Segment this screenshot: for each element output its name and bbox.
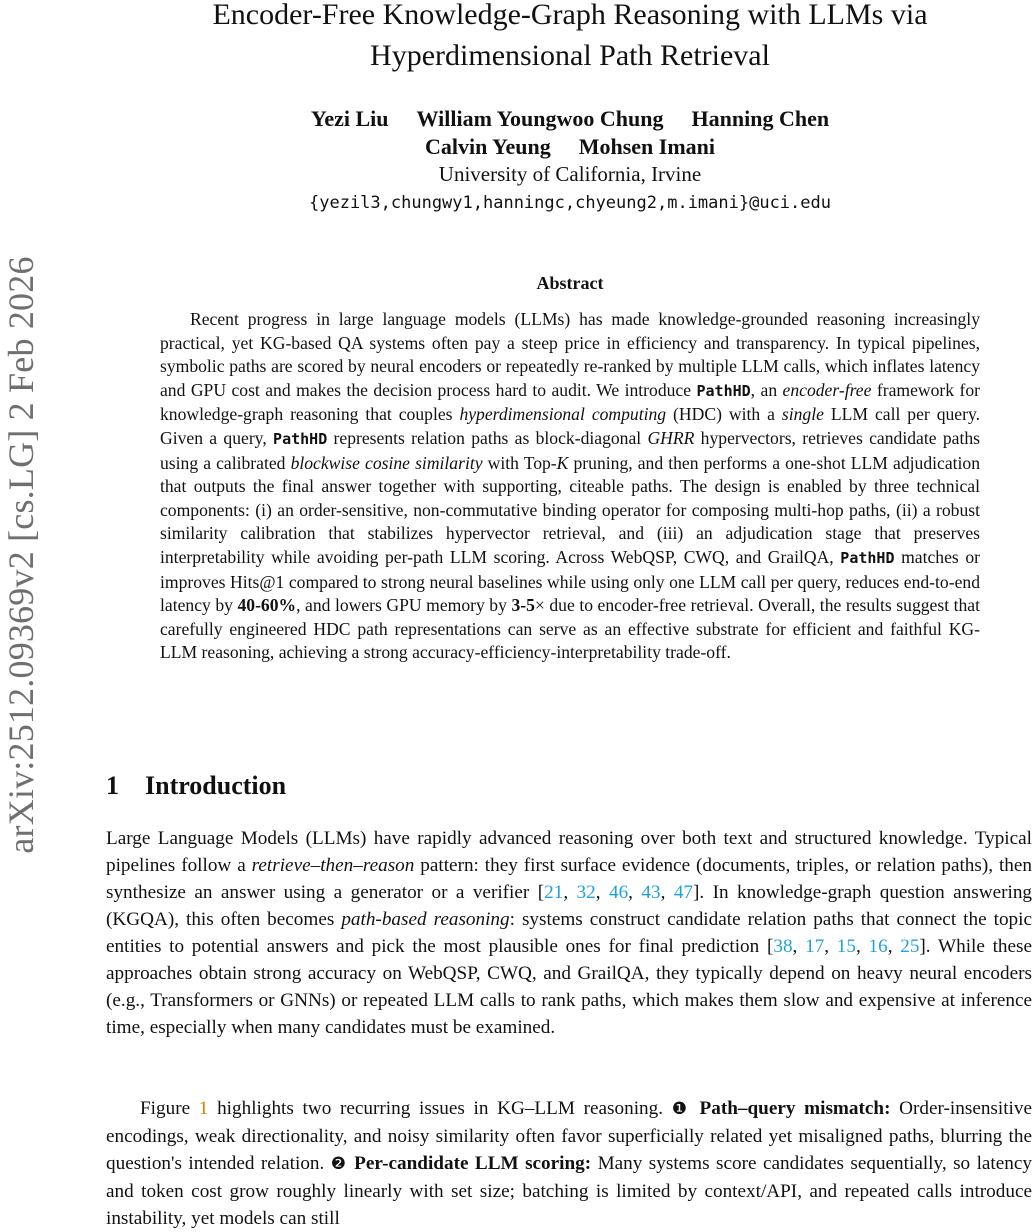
citation-link[interactable]: 25	[900, 936, 920, 957]
issue-2-marker-icon: ❷	[330, 1154, 348, 1174]
issue-2-label: Per-candidate LLM scoring:	[354, 1153, 592, 1174]
section-title: Introduction	[145, 771, 287, 800]
author-name: Mohsen Imani	[578, 134, 715, 159]
citation-link[interactable]: 21	[544, 882, 564, 903]
citation-link[interactable]: 46	[608, 882, 629, 903]
paper-title	[110, 0, 1030, 76]
author-row-1	[110, 105, 1030, 133]
author-name: Calvin Yeung	[424, 134, 551, 159]
memory-figure: 3-5	[511, 595, 535, 616]
abstract-heading: Abstract	[536, 273, 604, 293]
arxiv-identifier: arXiv:2512.09369v2 [cs.LG] 2 Feb 2026	[1, 256, 41, 854]
issue-1-label: Path–query mismatch:	[699, 1098, 891, 1119]
title-line-1: Encoder-Free Knowledge-Graph Reasoning with LLMs via	[212, 0, 928, 31]
pathhd-term: PathHD	[273, 429, 328, 448]
citation-link[interactable]: 15	[836, 936, 856, 957]
figure-reference-link[interactable]: 1	[198, 1098, 209, 1119]
author-name: William Youngwoo Chung	[416, 106, 664, 131]
author-name: Yezi Liu	[310, 106, 389, 131]
citation-link[interactable]: 32	[576, 882, 596, 903]
title-line-2: Hyperdimensional Path Retrieval	[370, 39, 770, 72]
abstract-body: Recent progress in large language models (LLMs) has made knowledge-grounded reasoning increasingly practical, yet KG-based QA systems often pay a steep price in efficiency and transparency. In typical pipelines, symbolic paths are scored by neural encoders or repeatedly re-ranked by multiple LLM calls, which inflates latency and GPU cost and makes the decision process hard to audit. We introduce PathHD, an encoder-free framework for knowledge-graph reasoning that couples hyperdimensional computing (HDC) with a single LLM call per query. Given a query, PathHD represents relation paths as block-diagonal GHRR hypervectors, retrieves candidate paths using a calibrated blockwise cosine similarity with Top-K pruning, and then performs a one-shot LLM adjudication that outputs the final answer together with supporting, citeable paths. The design is enabled by three technical components: (i) an order-sensitive, non-commutative binding operator for composing multi-hop paths, (ii) a robust similarity calibration that stabilizes hypervector retrieval, and (iii) an adjudication stage that preserves interpretability while avoiding per-path LLM scoring. Across WebQSP, CWQ, and GrailQA, PathHD matches or improves Hits@1 compared to strong neural baselines while using only one LLM call per query, reduces end-to-end latency by 40-60%, and lowers GPU memory by 3-5× due to encoder-free retrieval. Overall, the results suggest that carefully engineered HDC path representations can serve as an effective substrate for efficient and faithful KG-LLM reasoning, achieving a strong accuracy-efficiency-interpretability trade-off.	[160, 309, 981, 663]
citation-link[interactable]: 16	[868, 936, 888, 957]
citation-link[interactable]: 38	[773, 936, 793, 957]
citation-link[interactable]: 47	[673, 882, 693, 903]
arxiv-sidebar-stamp	[0, 222, 44, 890]
author-name: Hanning Chen	[691, 106, 830, 131]
issue-1-marker-icon: ❶	[671, 1099, 691, 1119]
intro-paragraph-1: Large Language Models (LLMs) have rapidly advanced reasoning over both text and structured knowledge. Typical pipelines follow a retrieve–then–reason pattern: they first surface evidence (documents, triples, or relation paths), then synthesize an answer using a generator or a verifier [21, 32, 46, 43, 47]. In knowledge-graph question answering (KGQA), this often becomes path-based reasoning: systems construct candidate relation paths that connect the topic entities to potential answers and pick the most plausible ones for final prediction [38, 17, 15, 16, 25]. While these approaches obtain strong accuracy on WebQSP, CWQ, and GrailQA, they typically depend on heavy neural encoders (e.g., Transformers or GNNs) or repeated LLM calls to rank paths, which makes them slow and expensive at inference time, especially when many candidates must be examined.	[106, 828, 1033, 1038]
intro-paragraph-2: Figure 1 highlights two recurring issues in KG–LLM reasoning. ❶ Path–query mismatch: Order-insensitive encodings, weak directionality, and noisy similarity often favor superficially related yet misaligned paths, blurring the question's intended relation. ❷ Per-candidate LLM scoring: Many systems score candidates sequentially, so latency and token cost grow roughly linearly with set size; batching is limited by context/API, and repeated calls introduce instability, yet models can still	[106, 1098, 1032, 1229]
pathhd-term: PathHD	[696, 381, 751, 400]
citation-link[interactable]: 43	[641, 882, 661, 903]
author-emails: {yezil3,chungwy1,hanningc,chyeung2,m.imani}@uci.edu	[309, 193, 831, 213]
affiliation: University of California, Irvine	[438, 162, 702, 186]
section-heading-introduction	[106, 770, 286, 802]
pathhd-term: PathHD	[840, 548, 895, 567]
author-row-2	[110, 133, 1030, 161]
citation-link[interactable]: 17	[805, 936, 825, 957]
author-list	[110, 105, 1030, 161]
latency-figure: 40-60%	[237, 595, 297, 616]
section-number: 1	[106, 771, 119, 800]
